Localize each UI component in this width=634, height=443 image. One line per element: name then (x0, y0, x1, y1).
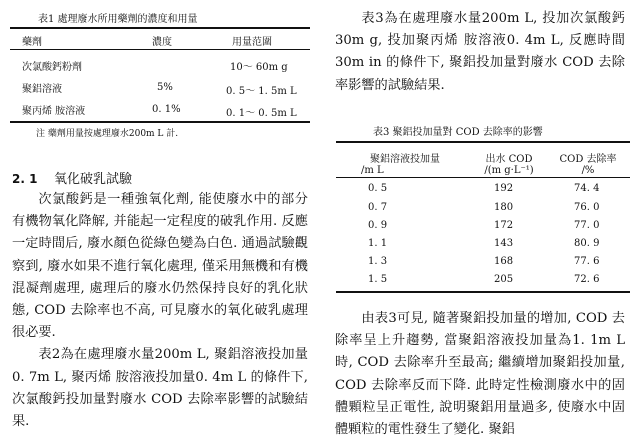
table1-header-reagent: 藥劑 (22, 37, 42, 48)
table3-cell: 143 (494, 238, 514, 249)
section-heading (12, 168, 132, 187)
table3-cell: 0. 7 (368, 202, 388, 213)
table1-bottom-rule (10, 121, 310, 123)
table3-header-dosage-line2: /m L (361, 165, 384, 176)
table3-cell: 77. 6 (574, 256, 600, 267)
table1-header-rule (10, 49, 310, 50)
table1-top-rule (10, 27, 310, 29)
table3-cell: 76. 0 (574, 202, 600, 213)
section-number: 2. 1 (12, 172, 38, 186)
table3-bottom-rule (336, 291, 630, 293)
table3-header-dosage-line1: 聚鋁溶液投加量 (370, 154, 440, 165)
table3-cell: 77. 0 (574, 220, 600, 231)
table3-header-removal-line2: /% (581, 165, 595, 176)
right-intro (335, 8, 625, 97)
table3-cell: 80. 9 (574, 238, 600, 249)
table1-note: 注 藥劑用量按處理廢水200m L 計. (36, 129, 179, 139)
table3-cell: 0. 5 (368, 183, 388, 194)
table3-header-cod (478, 150, 540, 176)
table1-row2-reagent: 聚鋁溶液 (22, 84, 62, 95)
table1-row2-concentration: 5% (157, 82, 173, 93)
table3-cell: 74. 4 (574, 183, 600, 194)
table3-header-removal-line1: COD 去除率 (559, 154, 617, 165)
table1-row3-dosage: 0. 1～ 0. 5m L (226, 108, 297, 119)
table1-row1-dosage: 10～ 60m g (230, 62, 288, 73)
paragraph-oxidation: 次氯酸鈣是一種強氧化劑, 能使廢水中的部分有機物氧化降解, 并能起一定程度的破乳作用. 反應一定時間后, 廢水顏色從綠色變為白色. 通過試驗觀察到, 廢水如果不進行氧化處理, 僅采用無機和有機混凝劑處理, 處理后的廢水仍然保持良好的乳化狀態, COD 去除率也不高, 可見廢水的氧化破乳處理很必要. (12, 192, 308, 341)
table1-header-concentration: 濃度 (152, 37, 172, 48)
table3-cell: 0. 9 (368, 220, 388, 231)
table3-cell: 192 (494, 183, 514, 194)
table3-cell: 172 (494, 220, 514, 231)
paragraph-table3-intro: 表3為在處理廢水量200m L, 投加次氯酸鈣30m g, 投加聚丙烯 胺溶液0. 4m L, 反應時間30m in 的條件下, 聚鋁投加量對廢水 COD 去除率影響的試驗結果. (335, 11, 625, 93)
table3-header-dosage (355, 150, 455, 176)
paragraph-table3-discussion: 由表3可見, 隨著聚鋁投加量的增加, COD 去除率呈上升趨勢, 當聚鋁溶液投加量為1. 1m L 時, COD 去除率升至最高; 繼續增加聚鋁投加量, COD 去除率反而下降. 此時定性檢測廢水中的固體顆粒呈正電性, 說明聚鋁用量過多, 使廢水中固體顆粒的電性發生了變化. 聚鋁 (335, 311, 625, 438)
table3-cell: 1. 1 (368, 238, 388, 249)
table3-cell: 1. 5 (368, 274, 388, 285)
table3-header-cod-line1: 出水 COD (485, 154, 533, 165)
table1-row3-reagent: 聚丙烯 胺溶液 (22, 106, 86, 117)
section-body (12, 189, 308, 433)
table1-row3-concentration: 0. 1% (152, 104, 181, 115)
table3-cell: 1. 3 (368, 256, 388, 267)
table1-row1-reagent: 次氯酸鈣粉劑 (22, 62, 82, 73)
table3-cell: 205 (494, 274, 514, 285)
section-title: 氧化破乳試驗 (53, 172, 132, 187)
table1-row2-dosage: 0. 5～ 1. 5m L (226, 86, 297, 97)
table3-header-rule (336, 177, 630, 178)
table3-header-removal (553, 150, 623, 176)
table1-header-dosage: 用量范圍 (232, 37, 272, 48)
table3-caption: 表3 聚鋁投加量對 COD 去除率的影響 (373, 127, 543, 138)
table1-caption: 表1 處理廢水所用藥劑的濃度和用量 (38, 14, 198, 25)
table3-top-rule (336, 141, 630, 143)
table3-cell: 168 (494, 256, 514, 267)
paragraph-table2-intro: 表2為在處理廢水量200m L, 聚鋁溶液投加量0. 7m L, 聚丙烯 胺溶液投加量0. 4m L 的條件下, 次氯酸鈣投加量對廢水 COD 去除率影響的試驗結果. (12, 347, 308, 430)
right-discussion (335, 308, 625, 441)
table3-cell: 180 (494, 202, 514, 213)
table3-cell: 72. 6 (574, 274, 600, 285)
table3-header-cod-line2: /(m g·L⁻¹) (484, 165, 534, 176)
